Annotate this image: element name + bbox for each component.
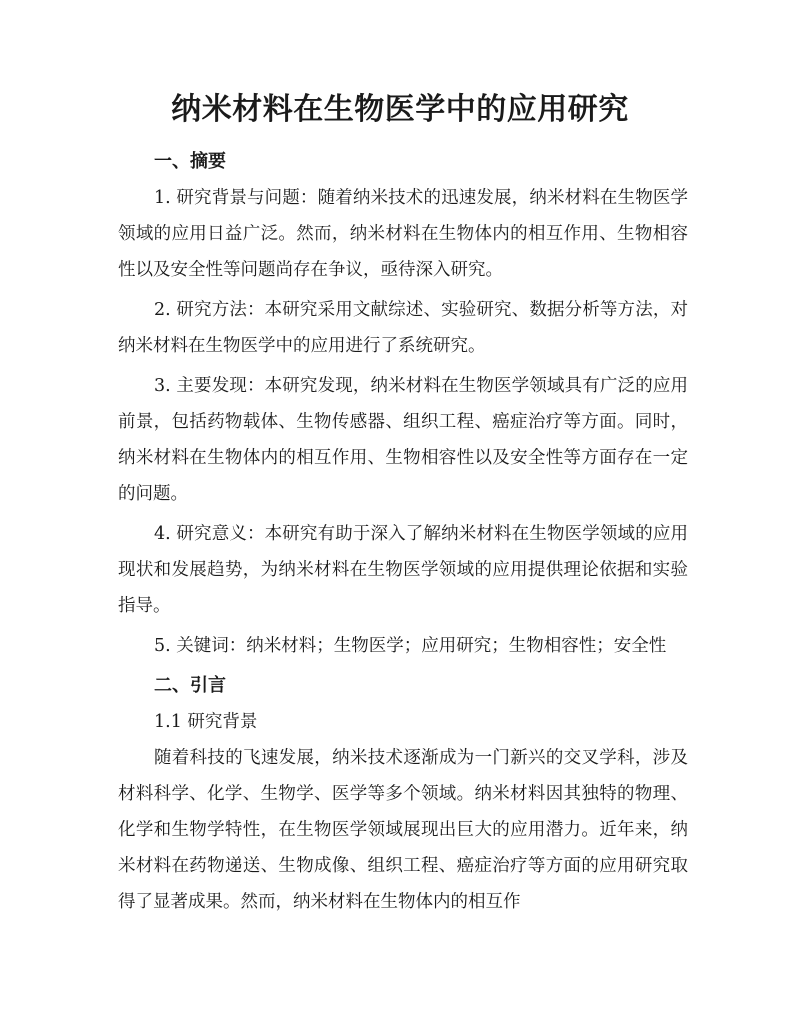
abstract-item-background: 1. 研究背景与问题：随着纳米技术的迅速发展，纳米材料在生物医学领域的应用日益广泛。然而，纳米材料在生物体内的相互作用、生物相容性以及安全性等问题尚存在争议，亟待深入研究。	[118, 188, 688, 280]
document-body	[118, 144, 688, 920]
abstract-item-significance: 4. 研究意义：本研究有助于深入了解纳米材料在生物医学领域的应用现状和发展趋势，为纳米材料在生物医学领域的应用提供理论依据和实验指导。	[118, 524, 688, 616]
abstract-item-keywords: 5. 关键词：纳米材料；生物医学；应用研究；生物相容性；安全性	[154, 636, 667, 656]
introduction-heading: 二、引言	[154, 675, 226, 696]
abstract-item-methods: 2. 研究方法：本研究采用文献综述、实验研究、数据分析等方法，对纳米材料在生物医学中的应用进行了系统研究。	[118, 300, 688, 356]
introduction-paragraph: 随着科技的飞速发展，纳米技术逐渐成为一门新兴的交叉学科，涉及材料科学、化学、生物学、医学等多个领域。纳米材料因其独特的物理、化学和生物学特性，在生物医学领域展现出巨大的应用潜力。近年来，纳米材料在药物递送、生物成像、组织工程、癌症治疗等方面的应用研究取得了显著成果。然而，纳米材料在生物体内的相互作	[118, 748, 688, 912]
introduction-subheading: 1.1 研究背景	[154, 712, 258, 732]
abstract-item-findings: 3. 主要发现：本研究发现，纳米材料在生物医学领域具有广泛的应用前景，包括药物载体、生物传感器、组织工程、癌症治疗等方面。同时，纳米材料在生物体内的相互作用、生物相容性以及安全性等方面存在一定的问题。	[118, 376, 688, 504]
abstract-heading: 一、摘要	[154, 151, 226, 172]
document-title: 纳米材料在生物医学中的应用研究	[171, 92, 629, 127]
